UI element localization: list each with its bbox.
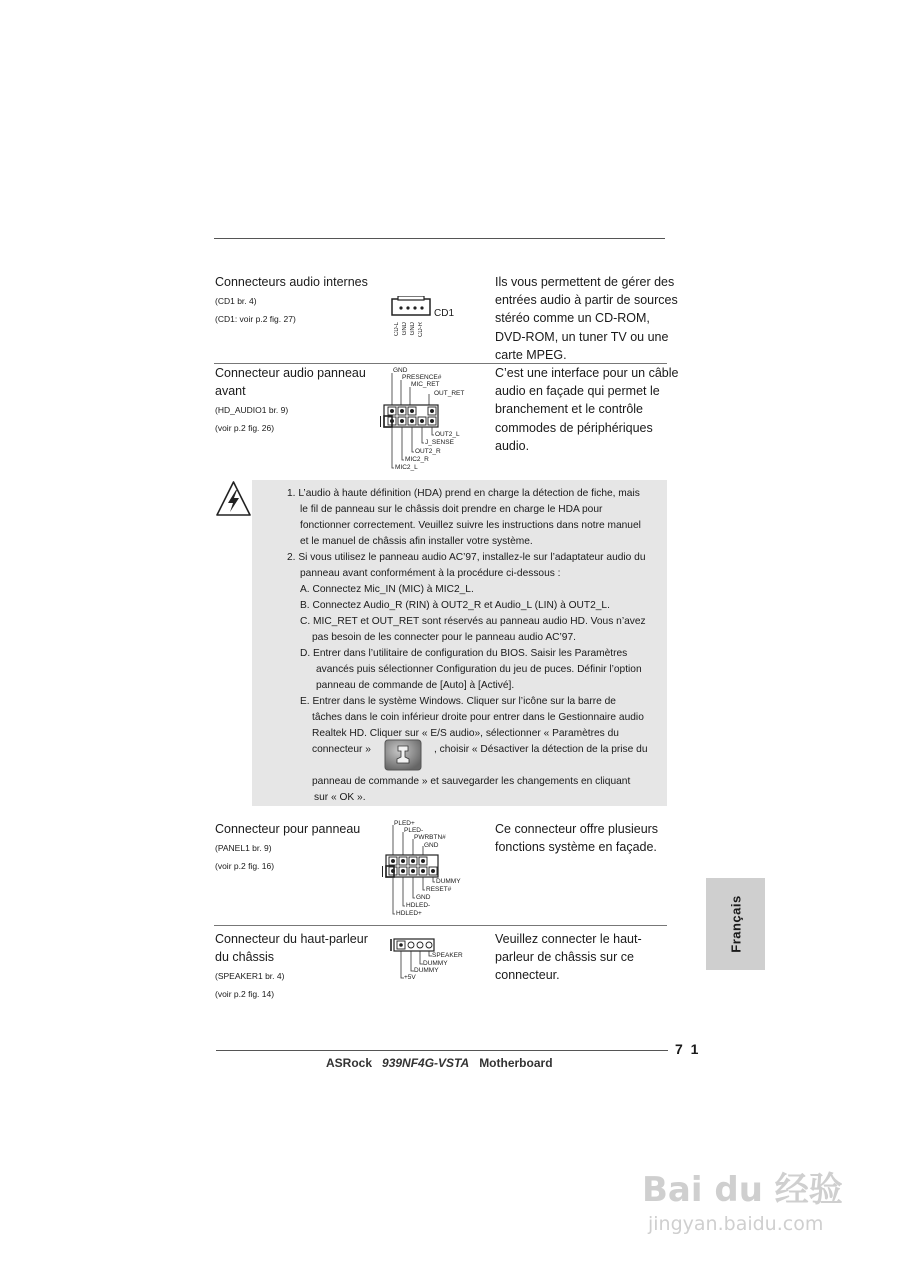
pin-label: J_SENSE bbox=[425, 439, 454, 446]
desc-line: C’est une interface pour un câble bbox=[495, 366, 679, 380]
note-line: le fil de panneau sur le châssis doit prendre en charge le HDA pour bbox=[300, 504, 603, 515]
pin-label: DUMMY bbox=[414, 967, 439, 974]
pin-label: GND bbox=[402, 322, 408, 336]
note-line: avancés puis sélectionner Configuration du jeu de puces. Définir l’option bbox=[316, 664, 642, 675]
pin-label: PWRBTN# bbox=[414, 834, 446, 841]
desc-line: branchement et le contrôle bbox=[495, 402, 644, 417]
footer-title bbox=[326, 1056, 553, 1070]
section-ref: (HD_AUDIO1 br. 9) bbox=[215, 405, 289, 415]
pin-label: CD-L bbox=[394, 322, 400, 337]
section-description bbox=[495, 273, 678, 364]
pin-label: OUT_RET bbox=[434, 390, 465, 397]
section-title: Connecteur audio panneau bbox=[215, 366, 366, 380]
desc-line: carte MPEG. bbox=[495, 347, 567, 362]
desc-line: stéréo comme un CD-ROM, bbox=[495, 311, 650, 326]
note-line: A. Connectez Mic_IN (MIC) à MIC2_L. bbox=[300, 584, 474, 595]
note-line: panneau de commande » et sauvegarder les changements en cliquant bbox=[312, 776, 631, 787]
note-line: E. Entrer dans le système Windows. Cliquer sur l’icône sur la barre de bbox=[300, 696, 616, 707]
pin-label-list bbox=[390, 934, 462, 984]
pin-label: MIC_RET bbox=[411, 381, 440, 388]
note-line: tâches dans le coin inférieur droite pour entrer dans le Gestionnaire audio bbox=[312, 712, 644, 723]
note-line: panneau de commande de [Auto] à [Activé]. bbox=[316, 680, 515, 691]
footer-model: 939NF4G-VSTA bbox=[382, 1056, 470, 1070]
desc-line: Ils vous permettent de gérer des bbox=[495, 275, 675, 289]
cd1-label: CD1 bbox=[434, 308, 455, 319]
section-ref: (voir p.2 fig. 14) bbox=[215, 989, 275, 999]
desc-line: Veuillez connecter le haut- bbox=[495, 932, 642, 946]
pin-label: SPEAKER bbox=[432, 952, 463, 959]
note-line: et le manuel de châssis afin installer votre système. bbox=[300, 536, 533, 547]
desc-line: parleur de châssis sur ce bbox=[495, 950, 634, 965]
section-description bbox=[495, 930, 642, 985]
baidu-watermark-logo: Bai du 经验 bbox=[642, 1170, 843, 1210]
language-tab bbox=[706, 878, 765, 970]
pin-label: PLED+ bbox=[394, 820, 415, 827]
note-line: connecteur » bbox=[312, 744, 371, 755]
pin-label: GND bbox=[393, 367, 408, 374]
footer-product: Motherboard bbox=[479, 1056, 553, 1070]
baidu-watermark-url: jingyan.baidu.com bbox=[648, 1213, 824, 1235]
top-rule bbox=[214, 238, 665, 239]
pin-label: HDLED- bbox=[406, 902, 431, 909]
pin-label: PLED- bbox=[404, 827, 424, 834]
pin-label: HDLED+ bbox=[396, 910, 422, 917]
section-title: Connecteurs audio internes bbox=[215, 275, 368, 289]
section-description bbox=[495, 364, 678, 455]
section-ref: (SPEAKER1 br. 4) bbox=[215, 971, 285, 981]
note-line: B. Connectez Audio_R (RIN) à OUT2_R et Audio_L (LIN) à OUT2_L. bbox=[300, 600, 610, 611]
desc-line: commodes de périphériques bbox=[495, 420, 653, 435]
pin-label: DUMMY bbox=[436, 878, 461, 885]
desc-line: fonctions système en façade. bbox=[495, 840, 657, 855]
audio-manager-icon bbox=[384, 739, 422, 771]
pin-label: CD-R bbox=[418, 322, 424, 337]
desc-line: DVD-ROM, un tuner TV ou une bbox=[495, 329, 669, 344]
note-line: panneau avant conformément à la procédure ci-dessous : bbox=[300, 568, 561, 579]
pin-label: OUT2_L bbox=[435, 431, 460, 438]
note-line: , choisir « Désactiver la détection de la prise du bbox=[434, 744, 648, 755]
section-ref: (PANEL1 br. 9) bbox=[215, 843, 272, 853]
section-divider bbox=[214, 925, 667, 926]
section-ref: (CD1: voir p.2 fig. 27) bbox=[215, 314, 296, 324]
note-box bbox=[252, 480, 667, 806]
note-line: C. MIC_RET et OUT_RET sont réservés au panneau audio HD. Vous n’avez bbox=[300, 616, 646, 627]
language-tab-label: Français bbox=[728, 895, 743, 953]
desc-line: entrées audio à partir de sources bbox=[495, 293, 678, 308]
note-line: pas besoin de les connecter pour le panneau audio AC’97. bbox=[312, 632, 576, 643]
section-title: du châssis bbox=[215, 950, 275, 964]
pin-label: PRESENCE# bbox=[402, 374, 442, 381]
pin-label: MIC2_R bbox=[405, 456, 429, 463]
pin-label: GND bbox=[410, 322, 416, 336]
note-line: 2. Si vous utilisez le panneau audio AC’97, installez-le sur l’adaptateur audio du bbox=[287, 552, 646, 563]
section-title: avant bbox=[215, 384, 246, 398]
note-line: 1. L’audio à haute définition (HDA) prend en charge la détection de fiche, mais bbox=[287, 488, 640, 499]
desc-line: connecteur. bbox=[495, 968, 560, 983]
section-title: Connecteur pour panneau bbox=[215, 822, 361, 836]
section-ref: (voir p.2 fig. 26) bbox=[215, 423, 275, 433]
cd1-pin-labels bbox=[394, 322, 434, 346]
section-ref: (voir p.2 fig. 16) bbox=[215, 861, 275, 871]
pin-label: GND bbox=[416, 894, 431, 901]
page-number: 7 1 bbox=[675, 1041, 701, 1057]
pin-label: MIC2_L bbox=[395, 464, 418, 471]
note-line: D. Entrer dans l’utilitaire de configuration du BIOS. Saisir les Paramètres bbox=[300, 648, 628, 659]
note-line: Realtek HD. Cliquer sur « E/S audio», sélectionner « Paramètres du bbox=[312, 728, 619, 739]
pin-label: OUT2_R bbox=[415, 448, 441, 455]
section-title: Connecteur du haut-parleur bbox=[215, 932, 368, 946]
desc-line: audio en façade qui permet le bbox=[495, 384, 660, 399]
desc-line: audio. bbox=[495, 438, 530, 453]
pin-label: DUMMY bbox=[423, 960, 448, 967]
pin-label: RESET# bbox=[426, 886, 452, 893]
section-description bbox=[495, 820, 658, 856]
desc-line: Ce connecteur offre plusieurs bbox=[495, 822, 659, 836]
pin-label: GND bbox=[424, 842, 439, 849]
footer-brand: ASRock bbox=[326, 1056, 373, 1070]
note-line: sur « OK ». bbox=[314, 792, 366, 803]
pin-label-list bbox=[382, 820, 466, 918]
section-ref: (CD1 br. 4) bbox=[215, 296, 257, 306]
warning-icon bbox=[215, 480, 252, 518]
pin-label: +5V bbox=[404, 974, 416, 981]
pin-label-list bbox=[380, 367, 476, 473]
note-line: fonctionner correctement. Veuillez suivre les instructions dans notre manuel bbox=[300, 520, 641, 531]
footer-rule bbox=[216, 1050, 668, 1051]
